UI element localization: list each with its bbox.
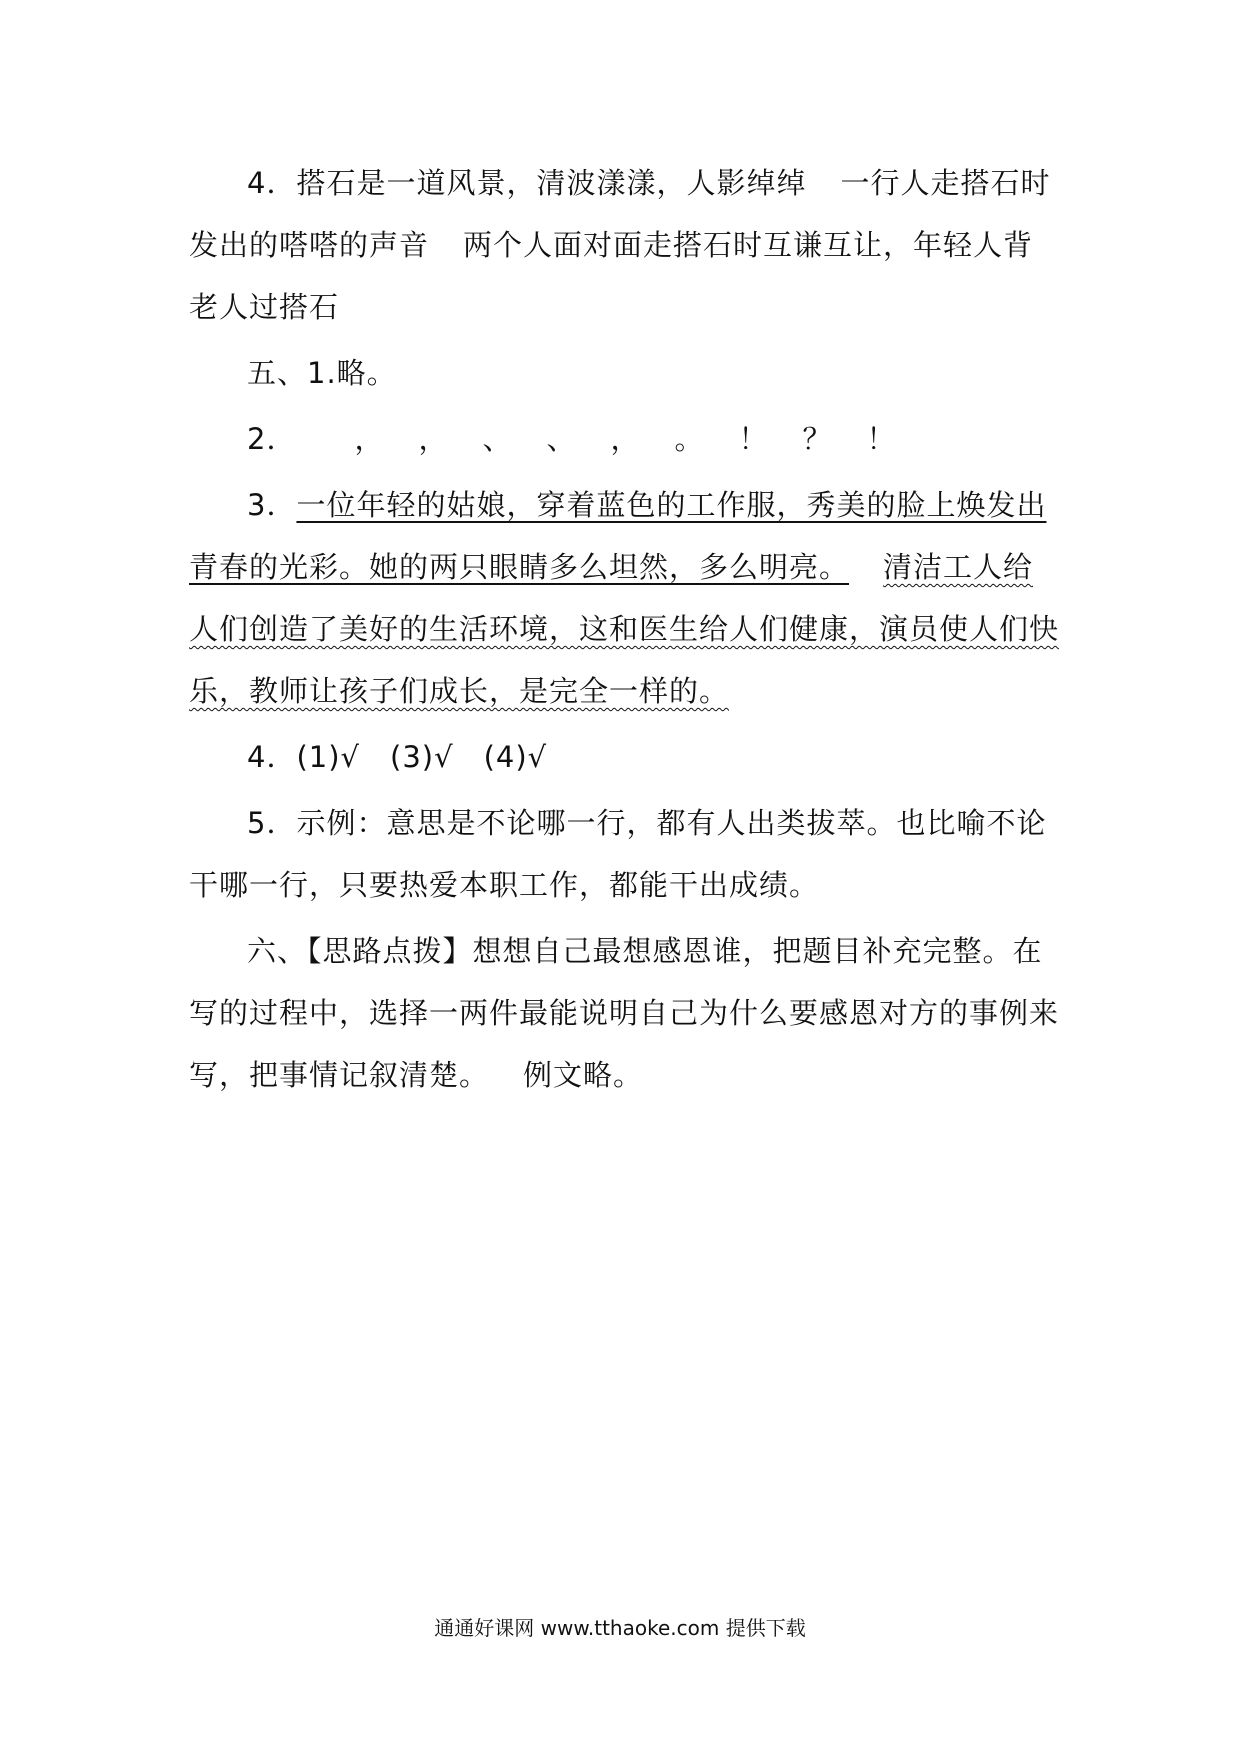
punctuation-mark: ！ bbox=[866, 422, 897, 456]
section-5-item-3 bbox=[189, 474, 1059, 722]
underlined-sentence: 一位年轻的姑娘，穿着蓝色的工作服，秀美的脸上焕发出青春的光彩。她的两只眼睛多么坦然，多么明亮。 bbox=[189, 488, 1047, 584]
item-2-number: 2． bbox=[247, 422, 297, 456]
answer-4-part-c: 两个人面对面走搭石时互谦互让，年轻人背老人过搭石 bbox=[189, 228, 1034, 324]
section-5-item-1: 五、1.略。 bbox=[247, 356, 397, 390]
punctuation-mark: 、 bbox=[482, 422, 513, 456]
answer-4-part-b: 一行人走搭石时发出的嗒嗒的声音 bbox=[189, 166, 1051, 262]
section-5-item-2 bbox=[189, 408, 1059, 470]
section-5-item-5: 5．示例：意思是不论哪一行，都有人出类拔萃。也比喻不论干哪一行，只要热爱本职工作，都能干出成绩。 bbox=[189, 806, 1047, 902]
section-6 bbox=[189, 920, 1059, 1106]
punctuation-mark: ！ bbox=[738, 422, 769, 456]
section-6-text: 六、【思路点拨】想想自己最想感恩谁，把题目补充完整。在写的过程中，选择一两件最能说明自己为什么要感恩对方的事例来写，把事情记叙清楚。 bbox=[189, 934, 1060, 1092]
section-5-item-4: 4．(1)√ (3)√ (4)√ bbox=[247, 740, 548, 774]
section-6-tail: 例文略。 bbox=[523, 1058, 644, 1092]
page-footer: 通通好课网 www.tthaoke.com 提供下载 bbox=[434, 1616, 806, 1640]
wavy-underlined-sentence: 清洁工人给人们创造了美好的生活环境，这和医生给人们健康，演员使人们快乐，教师让孩子们成长，是完全一样的。 bbox=[189, 550, 1060, 708]
punctuation-mark: 、 bbox=[546, 422, 577, 456]
punctuation-mark: ？ bbox=[802, 422, 833, 456]
punctuation-mark: ， bbox=[418, 422, 449, 456]
answer-4-number: 4． bbox=[247, 166, 297, 200]
punctuation-mark: ， bbox=[354, 422, 385, 456]
punctuation-mark: ， bbox=[610, 422, 641, 456]
item-3-number: 3． bbox=[247, 488, 297, 522]
answer-4 bbox=[189, 152, 1059, 338]
punctuation-mark: 。 bbox=[674, 422, 705, 456]
answer-content bbox=[189, 152, 1059, 1106]
answer-4-part-a: 搭石是一道风景，清波漾漾，人影绰绰 bbox=[296, 166, 807, 200]
